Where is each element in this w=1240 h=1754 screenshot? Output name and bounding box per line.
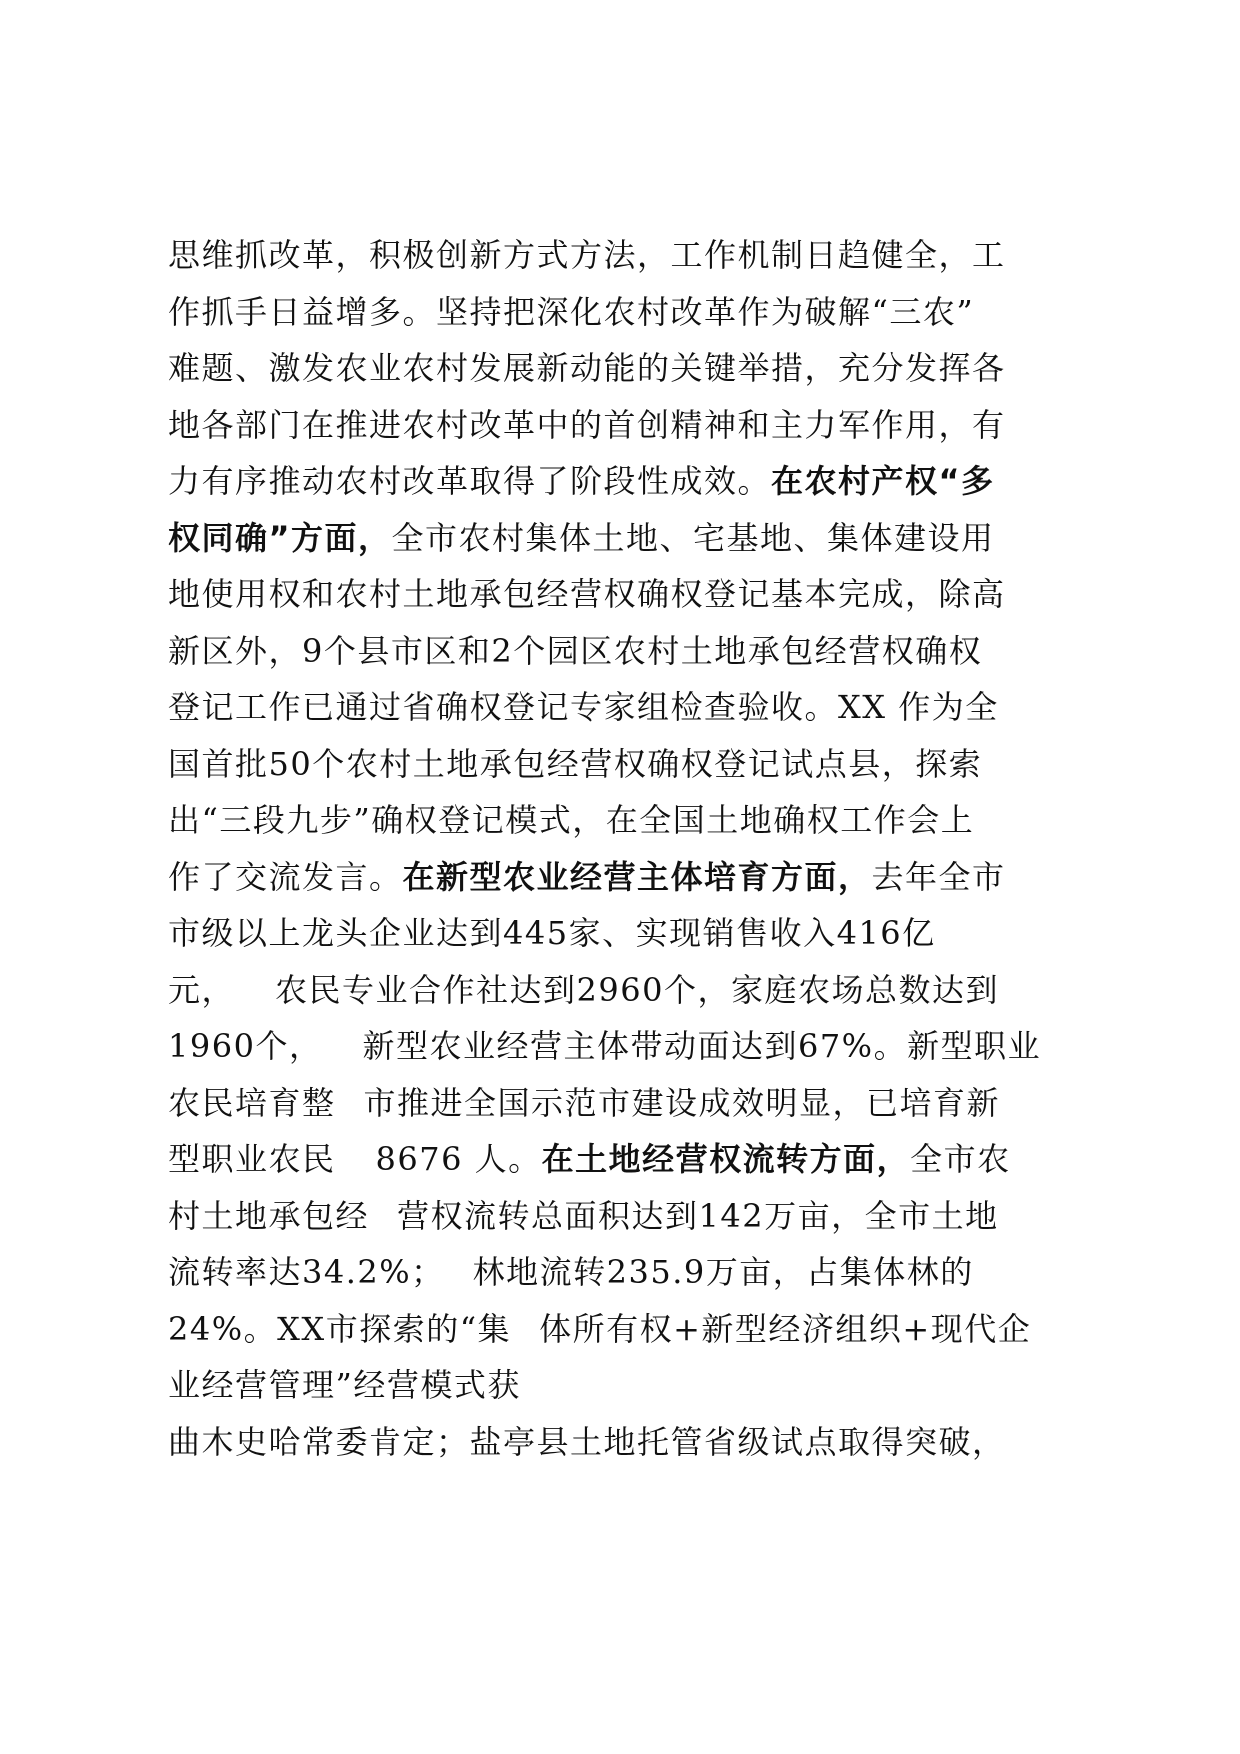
text-line-3: 难题、激发农业农村发展新动能的关键举措，充分发挥各 xyxy=(168,349,1006,387)
text-line-22: 曲木史哈常委肯定；盐亭县土地托管省级试点取得突破， xyxy=(168,1422,1006,1461)
bold-heading-new-entities: 在新型农业经营主体培育方面， xyxy=(402,857,872,896)
text-line-14: 元， 农民专业合作社达到2960个，家庭农场总数达到 xyxy=(168,970,999,1009)
text-line-1: 思维抓改革，积极创新方式方法，工作机制日趋健全，工 xyxy=(168,236,1006,274)
text-line-19: 流转率达34.2%； 林地流转235.9万亩，占集体林的 xyxy=(168,1253,974,1291)
text-line-20: 24%。XX市探索的“集 体所有权+新型经济组织+现代企 xyxy=(168,1309,1032,1348)
text-line-8: 新区外，9个县市区和2个园区农村土地承包经营权确权 xyxy=(168,631,983,670)
bold-heading-land-transfer: 在土地经营权流转方面， xyxy=(541,1140,911,1178)
text-line-13: 市级以上龙头企业达到445家、实现销售收入416亿 xyxy=(168,914,936,952)
text-line-17: 型职业农民 8676 人。在土地经营权流转方面，全市农 xyxy=(168,1140,1011,1178)
text-line-10: 国首批50个农村土地承包经营权确权登记试点县，探索 xyxy=(168,744,983,783)
text-line-18: 村土地承包经 营权流转总面积达到142万亩，全市土地 xyxy=(168,1196,999,1235)
text-line-2: 作抓手日益增多。坚持把深化农村改革作为破解“三农” xyxy=(168,292,975,331)
bold-heading-property-rights-cont: 权同确”方面， xyxy=(168,518,392,557)
text-line-5: 力有序推动农村改革取得了阶段性成效。在农村产权“多 xyxy=(168,462,995,500)
bold-heading-property-rights: 在农村产权“多 xyxy=(771,462,995,500)
text-line-6: 权同确”方面，全市农村集体土地、宅基地、集体建设用 xyxy=(168,518,995,557)
text-line-11: 出“三段九步”确权登记模式，在全国土地确权工作会上 xyxy=(168,801,975,839)
text-line-7: 地使用权和农村土地承包经营权确权登记基本完成，除高 xyxy=(168,575,1006,613)
text-line-4: 地各部门在推进农村改革中的首创精神和主力军作用，有 xyxy=(168,405,1006,444)
text-line-21: 业经营管理”经营模式获 xyxy=(168,1366,521,1404)
text-line-12: 作了交流发言。在新型农业经营主体培育方面，去年全市 xyxy=(168,857,1006,896)
text-line-15: 1960个， 新型农业经营主体带动面达到67%。新型职业 xyxy=(168,1027,1042,1065)
text-line-16: 农民培育整 市推进全国示范市建设成效明显，已培育新 xyxy=(168,1083,1001,1122)
text-line-9: 登记工作已通过省确权登记专家组检查验收。XX 作为全 xyxy=(168,688,999,726)
body-paragraph xyxy=(168,227,1108,1470)
